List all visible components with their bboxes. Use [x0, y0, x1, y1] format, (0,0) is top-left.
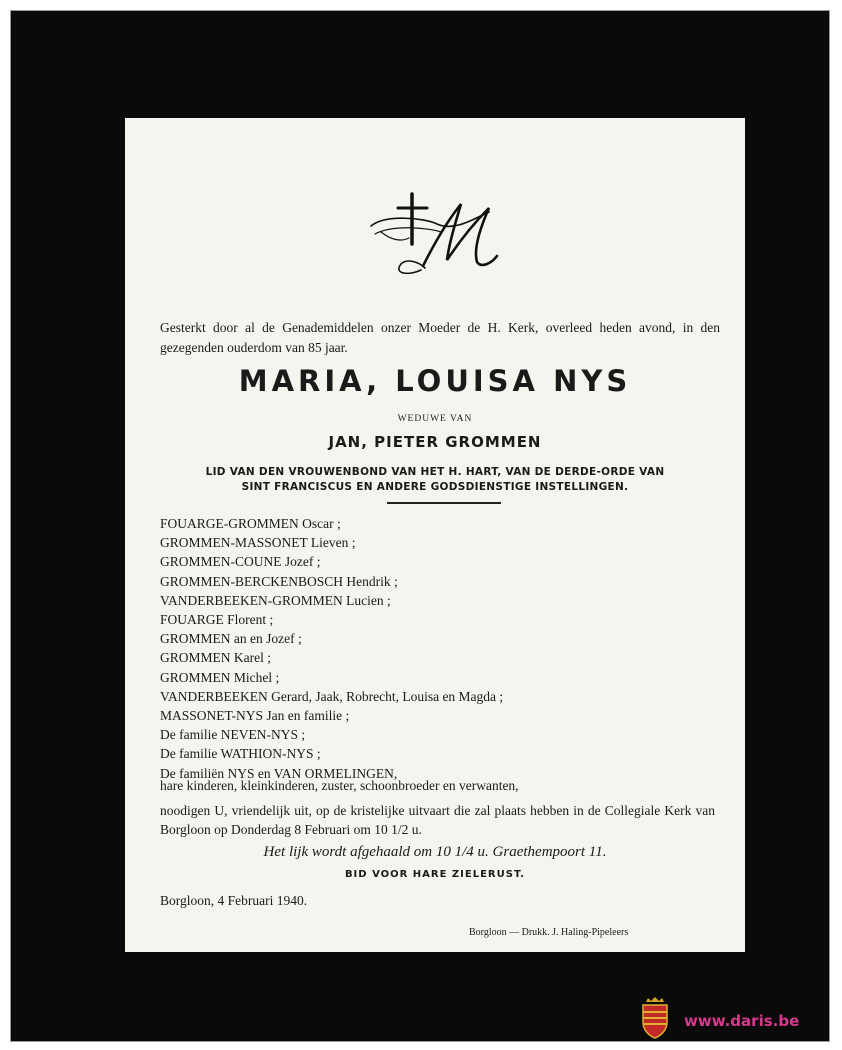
intro-text: Gesterkt door al de Genademiddelen onzer Moeder de H. Kerk, overleed heden avond, in den gezegenden ouderdom van 85 jaar.: [160, 320, 720, 355]
funeral-invitation: noodigen U, vriendelijk uit, op de kristelijke uitvaart die zal plaats hebben in de Collegiale Kerk van Borgloon op Donderdag 8 Februari om 10 1/2 u.: [160, 803, 715, 837]
relative-line: VANDERBEEKEN Gerard, Jaak, Robrecht, Louisa en Magda ;: [160, 688, 504, 704]
watermark-url: www.daris.be: [684, 1012, 800, 1030]
relative-line: GROMMEN-COUNE Jozef ;: [160, 554, 321, 570]
coat-of-arms-icon: [640, 996, 670, 1040]
relative-line: FOUARGE Florent ;: [160, 612, 274, 628]
deceased-name: MARIA, LOUISA NYS: [238, 364, 632, 398]
relative-line: GROMMEN an en Jozef ;: [160, 631, 302, 647]
relative-line: FOUARGE-GROMMEN Oscar ;: [160, 516, 341, 531]
relative-line: MASSONET-NYS Jan en familie ;: [160, 708, 350, 724]
relative-line: De familiën NYS en VAN ORMELINGEN,: [160, 765, 398, 781]
relative-line: VANDERBEEKEN-GROMMEN Lucien ;: [160, 592, 391, 608]
relative-line: GROMMEN-BERCKENBOSCH Hendrik ;: [160, 573, 398, 589]
death-notice-card: [125, 118, 745, 952]
black-scan-frame: [10, 10, 830, 1042]
relatives-list: [160, 514, 503, 783]
relative-line: GROMMEN-MASSONET Lieven ;: [160, 535, 356, 551]
relative-line: GROMMEN Karel ;: [160, 650, 271, 666]
widow-of-label: WEDUWE VAN: [397, 414, 473, 424]
relative-line: De familie WATHION-NYS ;: [160, 746, 321, 762]
husband-name: JAN, PIETER GROMMEN: [328, 433, 542, 451]
relative-line: GROMMEN Michel ;: [160, 669, 280, 685]
membership-line: LID VAN DEN VROUWENBOND VAN HET H. HART, VAN DE DERDE-ORDE VAN: [205, 466, 665, 478]
relatives-summary: hare kinderen, kleinkinderen, zuster, schoonbroeder en verwanten,: [160, 778, 519, 793]
printer-imprint: Borgloon — Drukk. J. Haling-Pipeleers: [469, 927, 629, 938]
membership-line: SINT FRANCISCUS EN ANDERE GODSDIENSTIGE INSTELLINGEN.: [241, 481, 629, 493]
relative-line: De familie NEVEN-NYS ;: [160, 727, 306, 743]
divider-rule: [387, 502, 501, 504]
pickup-notice: Het lijk wordt afgehaald om 10 1/4 u. Graethempoort 11.: [263, 844, 607, 860]
prayer-line: BID VOOR HARE ZIELERUST.: [344, 869, 526, 880]
cross-monogram-emblem: [365, 188, 505, 278]
place-date: Borgloon, 4 Februari 1940.: [160, 893, 308, 908]
